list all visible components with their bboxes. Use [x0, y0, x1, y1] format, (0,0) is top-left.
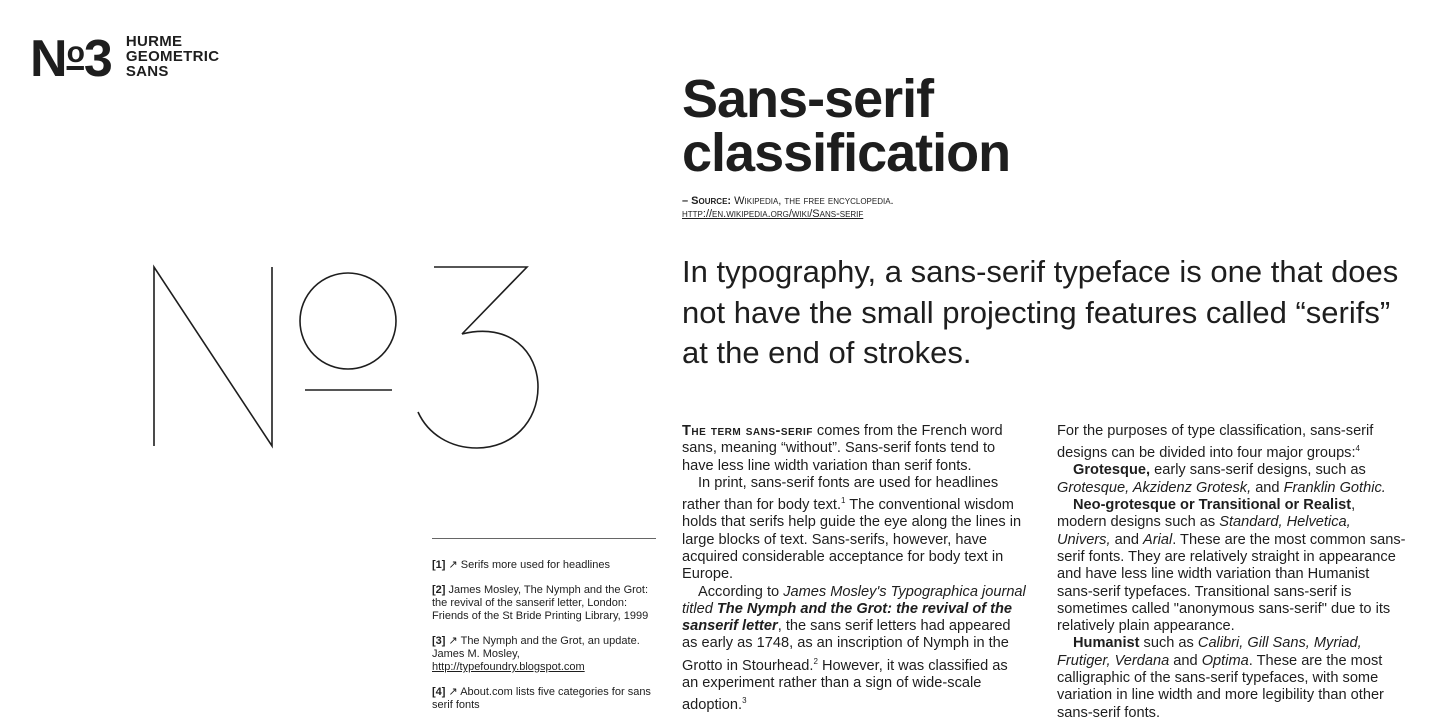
group-name: Neo-grotesque or Transitional or Realist [1073, 497, 1352, 514]
lead-paragraph: In typography, a sans-serif typeface is one that does not have the small projecting features called “serifs” at the end of strokes. [682, 254, 1399, 370]
text: . These are the most common sans-serif fonts. They are relatively straight in appearance and have less line width variation than Humanist sans-serif typefaces. Transitional sans-serif is sometimes called "anonymous sans-serif" due to its relatively plain appearance. [1057, 531, 1406, 635]
logo-line: GEOMETRIC [125, 47, 220, 65]
footnote-ref[interactable]: 1 [841, 496, 846, 506]
text: However, it was classified as an experiment rather than a sign of wide-scale adoption. [682, 657, 1008, 714]
logo-mark-o: o [66, 36, 84, 69]
footnote-text: About.com lists five categories for sans serif fonts [432, 686, 651, 711]
footnote-number: [4] [432, 686, 446, 698]
footnote [432, 559, 656, 572]
paragraph [1057, 497, 1407, 635]
external-link-arrow-icon[interactable]: ↗ [448, 635, 458, 647]
footnote-ref[interactable]: 4 [1355, 444, 1360, 454]
text: Grotesque, Akzidenz Grotesk, [1057, 479, 1252, 496]
numero-3-illustration [150, 262, 550, 457]
paragraph [1057, 635, 1407, 721]
footnote-number: [3] [432, 635, 446, 647]
logo-text [126, 34, 220, 79]
text: Franklin Gothic. [1283, 479, 1386, 496]
text: The conventional wisdom holds that serifs help guide the eye along the lines in large blocks of text. Sans-serifs, however, have acquired considerable acceptance for body text in Europe. [682, 497, 1022, 583]
text: For the purposes of type classification, sans-serif designs can be divided into four major groups: [1057, 423, 1374, 462]
body-column-1 [682, 423, 1027, 714]
external-link-arrow-icon[interactable]: ↗ [448, 559, 458, 571]
logo-mark-n: N [30, 30, 67, 88]
logo-line: SANS [125, 62, 169, 80]
footnotes [432, 559, 656, 724]
text: early sans-serif designs, such as [1150, 462, 1366, 479]
paragraph [1057, 423, 1407, 462]
logo [30, 28, 220, 88]
text: According to [698, 583, 784, 600]
source-link[interactable]: http://en.wikipedia.org/wiki/Sans-serif [682, 208, 864, 220]
source-text: Wikipedia, the free encyclopedia. [734, 195, 894, 207]
logo-mark-3: 3 [83, 30, 112, 88]
text: In print, sans-serif fonts are used for headlines rather than for body text. [682, 474, 999, 514]
text: comes from the French word sans, meaning “without”. Sans-serif fonts tend to have less line width variation than serif fonts. [682, 423, 1003, 474]
logo-mark [30, 28, 112, 88]
logo-line: HURME [125, 32, 183, 50]
footnote-text: Serifs more used for headlines [460, 559, 610, 571]
footnote-link[interactable]: http://typefoundry.blogspot.com [432, 661, 585, 673]
text: such as [1139, 635, 1198, 652]
page-title [682, 69, 1011, 183]
footnote [432, 686, 656, 712]
footnote [432, 584, 656, 623]
footnote [432, 635, 656, 674]
text: , modern designs such as [1057, 497, 1356, 531]
lead-in: The term sans-serif [682, 423, 813, 439]
text: , the sans serif letters had appeared as early as 1748, as an inscription of Nymph in the Grotto in Stourhead. [682, 618, 1011, 674]
text: and [1251, 479, 1284, 496]
text: Calibri, Gill Sans, Myriad, Frutiger, Verdana [1057, 635, 1362, 669]
body-column-2 [1057, 423, 1407, 722]
footnotes-divider [432, 538, 656, 539]
text: and [1110, 531, 1143, 548]
title-line: Sans-serif [682, 69, 934, 129]
text: . These are the most calligraphic of the sans-serif typefaces, with some variation in line width and more legibility than other sans-serif fonts. [1057, 652, 1384, 721]
text: Arial [1143, 531, 1173, 548]
group-name: Grotesque, [1073, 462, 1151, 479]
paragraph [682, 584, 1027, 715]
footnote-text: The Nymph and the Grot, an update. James M. Mosley, [432, 635, 640, 660]
text: James Mosley's Typographica journal titled [682, 583, 1026, 617]
footnote-ref[interactable]: 3 [742, 696, 747, 706]
paragraph [682, 423, 1027, 475]
footnote-number: [2] [432, 584, 446, 596]
text: The Nymph and the Grot: the revival of the sanserif letter [682, 600, 1013, 635]
paragraph [1057, 462, 1407, 497]
footnote-text: James Mosley, The Nymph and the Grot: the revival of the sanserif letter, London: Friends of the St Bride Printing Library, 1999 [432, 584, 649, 622]
source-label: – Source: [682, 195, 732, 207]
text: and [1169, 652, 1202, 669]
footnote-number: [1] [432, 559, 446, 571]
text: Optima [1201, 652, 1249, 669]
group-name: Humanist [1073, 635, 1140, 652]
footnote-ref[interactable]: 2 [813, 656, 818, 666]
text: Standard, Helvetica, Univers, [1057, 514, 1351, 548]
paragraph [682, 475, 1027, 584]
external-link-arrow-icon[interactable]: ↗ [448, 686, 458, 698]
source-citation [682, 195, 894, 221]
title-line: classification [682, 123, 1011, 183]
